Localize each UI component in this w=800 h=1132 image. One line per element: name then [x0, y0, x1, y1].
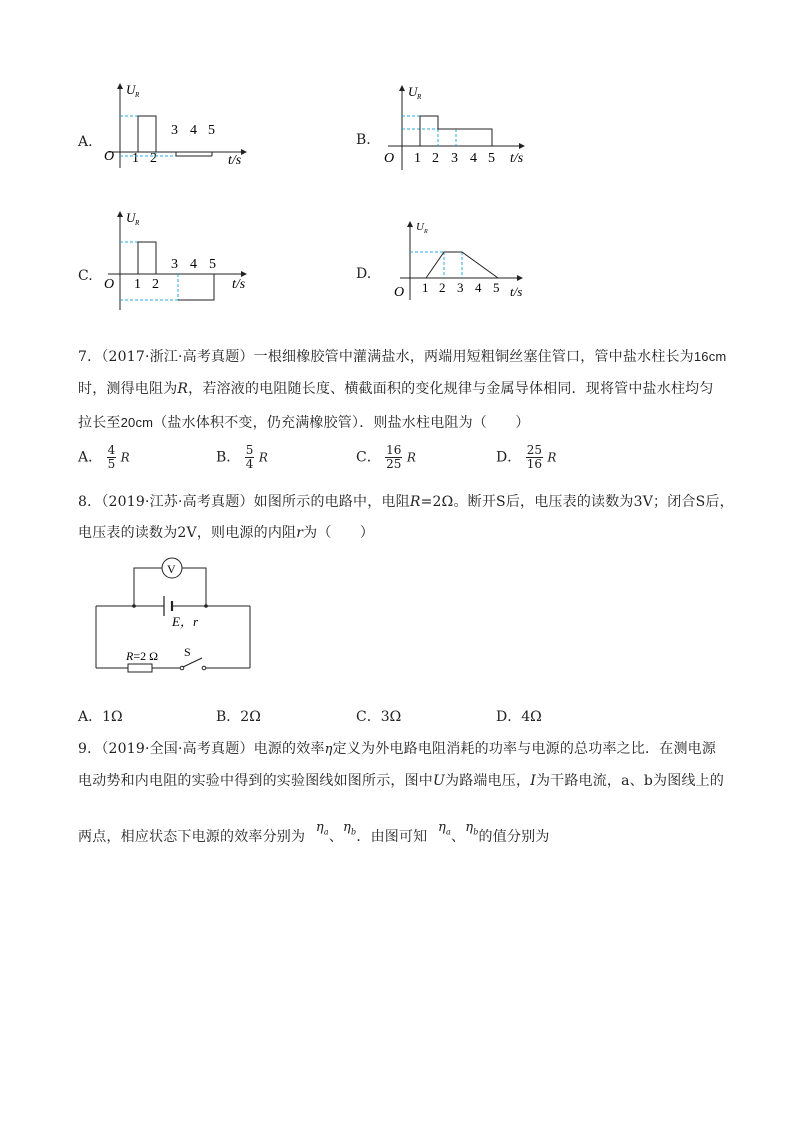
q7-text-2c: ，若溶液的电阻随长度、横截面积的变化规律与金属导体相同．现将管中盐水柱均匀	[188, 381, 714, 397]
graph-c-tick-5: 5	[209, 257, 216, 272]
graph-option-b	[374, 80, 544, 180]
q9-line-1: 9．（2019·全国·高考真题）电源的效率η定义为外电路电阻消耗的功率与电源的总功率之比．在测电源	[78, 741, 717, 757]
graph-a-tick-4: 4	[190, 123, 197, 138]
graph-a-tick-1: 1	[132, 151, 139, 166]
graph-b-tick-2: 2	[432, 151, 439, 166]
q7-text-2a: 时，测得电阻为	[78, 381, 178, 397]
q8-line-2: 电压表的读数为2V，则电源的内阻r为（ ）	[78, 525, 375, 541]
q8-number: 8．	[78, 494, 102, 510]
voltmeter-label: V	[167, 562, 176, 576]
switch-label: S	[184, 645, 191, 659]
q8-option-c[interactable]: C．3Ω	[356, 709, 402, 725]
option-a-label: A.	[78, 134, 93, 150]
q9-eta: η	[324, 742, 333, 757]
graph-d-origin: O	[394, 285, 405, 300]
graph-b-tick-5: 5	[488, 151, 495, 166]
q7-length-16: 16cm	[693, 349, 727, 364]
q7-option-b[interactable]: B． $\frac{5}{4}$ R	[216, 443, 268, 471]
source-label: E，r	[172, 614, 199, 629]
graph-b-tick-3: 3	[451, 151, 458, 166]
graph-option-c	[96, 206, 256, 312]
graph-b-ylabel: U	[408, 84, 418, 99]
option-c-label: C.	[78, 268, 93, 284]
q8-option-b[interactable]: B．2Ω	[216, 709, 261, 725]
resistor-var: R	[126, 649, 134, 663]
q7-number: 7．	[78, 349, 102, 365]
q8-option-d[interactable]: D．4Ω	[496, 709, 542, 725]
graph-b-ysub: R	[417, 93, 422, 101]
graph-a-tick-2: 2	[150, 151, 157, 166]
eta-b-2: $\eta_b$	[465, 820, 479, 837]
option-b-label: B.	[356, 132, 371, 148]
svg-text:R=2 Ω	[125, 649, 158, 663]
q8-option-a[interactable]: A．1Ω	[78, 709, 123, 725]
resistor-value: =2 Ω	[133, 649, 159, 663]
q7-line-3	[78, 412, 530, 432]
graph-a-ysub: R	[135, 91, 140, 99]
graph-d-tick-4: 4	[475, 280, 482, 295]
q7-text-3a: 拉长至	[78, 415, 121, 431]
q7-option-d[interactable]: D． $\frac{25}{16}$ R	[496, 443, 557, 471]
q9-line-2: 电动势和内电阻的实验中得到的实验图线如图所示，图中U为路端电压，I为干路电流，a、b为图线上的	[78, 773, 725, 789]
graph-d-ylabel: U	[416, 221, 424, 233]
graph-a-xlabel: t/s	[228, 153, 242, 168]
graph-c-ylabel: U	[126, 210, 136, 225]
graph-d-xlabel: t/s	[510, 284, 523, 299]
graph-d-ysub: R	[424, 229, 428, 235]
eta-a-2: $\eta_a$	[438, 820, 452, 837]
graph-a-tick-3: 3	[171, 123, 178, 138]
q7-option-c[interactable]: C． $\frac{16}{25}$ R	[356, 443, 416, 471]
q7-option-a[interactable]: A． $\frac{4}{5}$ R	[78, 443, 130, 471]
graph-option-d	[388, 216, 538, 302]
eta-b-1: $\eta_b$	[343, 820, 357, 837]
graph-a-tick-5: 5	[208, 123, 215, 138]
graph-c-tick-2: 2	[152, 277, 159, 292]
resistor-icon	[128, 664, 152, 672]
option-d-label: D.	[356, 266, 372, 282]
graph-d-tick-5: 5	[493, 280, 500, 295]
graph-c-origin: O	[104, 277, 115, 292]
q7-resistance-var: R	[177, 381, 189, 397]
graph-option-a	[96, 78, 256, 178]
graph-d-tick-3: 3	[457, 280, 464, 295]
eta-a-1: $\eta_a$	[315, 820, 329, 837]
graph-c-tick-4: 4	[190, 257, 197, 272]
circuit-diagram	[88, 556, 258, 676]
graph-b-xlabel: t/s	[510, 151, 524, 166]
q7-line-1	[78, 346, 726, 366]
graph-b-tick-1: 1	[414, 151, 421, 166]
graph-c-ysub: R	[135, 219, 140, 227]
q9-number: 9．	[78, 741, 102, 757]
graph-d-tick-2: 2	[439, 280, 446, 295]
q7-line-2	[78, 378, 714, 398]
graph-b-origin: O	[384, 151, 395, 166]
q9-line-3: 两点，相应状态下电源的效率分别为 $\eta_a$、$\eta_b$．由图可知 $\eta_a$、$\eta_b$的值分别为	[78, 820, 550, 845]
graph-a-ylabel: U	[126, 82, 136, 97]
graph-d-tick-1: 1	[422, 280, 429, 295]
graph-c-tick-3: 3	[171, 257, 178, 272]
q7-text-1a: （2017·浙江·高考真题）一根细橡胶管中灌满盐水，两端用短粗铜丝塞住管口，管中盐水柱长为	[101, 349, 694, 365]
graph-a-origin: O	[104, 149, 115, 164]
q8-line-1: 8．（2019·江苏·高考真题）如图所示的电路中，电阻R=2Ω。断开S后，电压表的读数为3V；闭合S后，	[78, 494, 734, 510]
graph-c-tick-1: 1	[134, 277, 141, 292]
q7-length-20: 20cm	[120, 415, 154, 430]
q7-text-3c: （盐水体积不变，仍充满橡胶管）．则盐水柱电阻为（ ）	[153, 415, 530, 431]
switch-icon	[183, 658, 202, 667]
graph-b-tick-4: 4	[470, 151, 477, 166]
graph-c-xlabel: t/s	[232, 277, 246, 292]
